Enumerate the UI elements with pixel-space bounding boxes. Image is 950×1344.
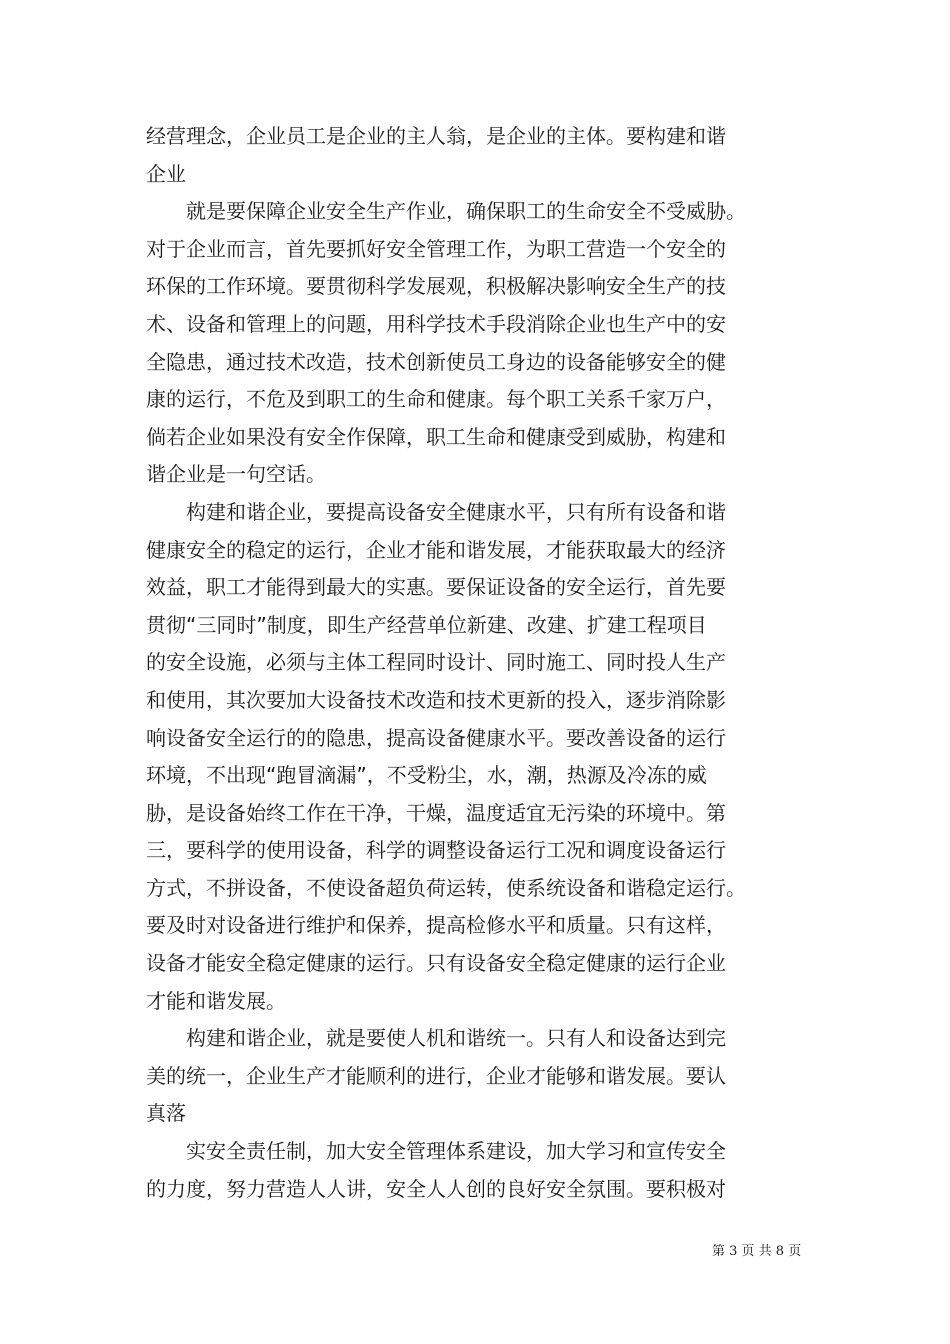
text-line: 经营理念，企业员工是企业的主人翁，是企业的主体。要构建和谐: [146, 124, 726, 148]
text-line: 的安全设施，必须与主体工程同时设计、同时施工、同时投人生产: [146, 650, 726, 675]
text-line: 构建和谐企业，要提高设备安全健康水平，只有所有设备和谐: [186, 499, 726, 524]
text-line: 企业: [146, 161, 186, 186]
text-line: 和使用，其次要加大设备技术改造和技术更新的投入，逐步消除影: [146, 687, 726, 712]
text-line: 构建和谐企业，就是要使人机和谐统一。只有人和设备达到完: [186, 1026, 726, 1051]
text-line: 设备才能安全稳定健康的运行。只有设备安全稳定健康的运行企业: [146, 951, 726, 976]
body-text: [146, 118, 816, 1208]
text-line: 倘若企业如果没有安全作保障，职工生命和健康受到威胁，构建和: [146, 424, 726, 449]
text-line: 真落: [146, 1101, 186, 1126]
text-line: 对于企业而言，首先要抓好安全管理工作，为职工营造一个安全的: [146, 236, 726, 261]
text-line: 实安全责任制，加大安全管理体系建设，加大学习和宣传安全: [186, 1139, 726, 1164]
text-line: 美的统一，企业生产才能顺利的进行，企业才能够和谐发展。要认: [146, 1063, 726, 1088]
page-number-footer: 第 3 页 共 8 页: [712, 1244, 802, 1259]
text-line: 的力度，努力营造人人讲，安全人人创的良好安全氛围。要积极对: [146, 1176, 726, 1201]
text-line: 贯彻“三同时”制度，即生产经营单位新建、改建、扩建工程项目: [146, 612, 707, 637]
text-line: 方式，不拼设备，不使设备超负荷运转，使系统设备和谐稳定运行。: [146, 875, 746, 900]
text-line: 就是要保障企业安全生产作业，确保职工的生命安全不受威胁。: [186, 199, 746, 224]
text-line: 三，要科学的使用设备，科学的调整设备运行工况和调度设备运行: [146, 838, 726, 863]
text-line: 响设备安全运行的的隐患，提高设备健康水平。要改善设备的运行: [146, 725, 726, 750]
text-line: 全隐患，通过技术改造，技术创新使员工身边的设备能够安全的健: [146, 349, 726, 374]
text-line: 健康安全的稳定的运行，企业才能和谐发展，才能获取最大的经济: [146, 537, 726, 562]
text-line: 术、设备和管理上的问题，用科学技术手段消除企业也生产中的安: [146, 311, 726, 336]
text-line: 环境，不出现“跑冒滴漏”，不受粉尘，水，潮，热源及冷冻的威: [146, 763, 707, 788]
text-line: 环保的工作环境。要贯彻科学发展观，积极解决影响安全生产的技: [146, 274, 726, 299]
text-line: 要及时对设备进行维护和保养，提高检修水平和质量。只有这样，: [146, 913, 726, 938]
text-line: 才能和谐发展。: [146, 988, 286, 1013]
text-line: 康的运行，不危及到职工的生命和健康。每个职工关系千家万户，: [146, 387, 726, 412]
text-line: 效益，职工才能得到最大的实惠。要保证设备的安全运行，首先要: [146, 575, 726, 600]
text-line: 谐企业是一句空话。: [146, 462, 326, 487]
text-line: 胁，是设备始终工作在干净，干燥，温度适宜无污染的环境中。第: [146, 800, 726, 825]
